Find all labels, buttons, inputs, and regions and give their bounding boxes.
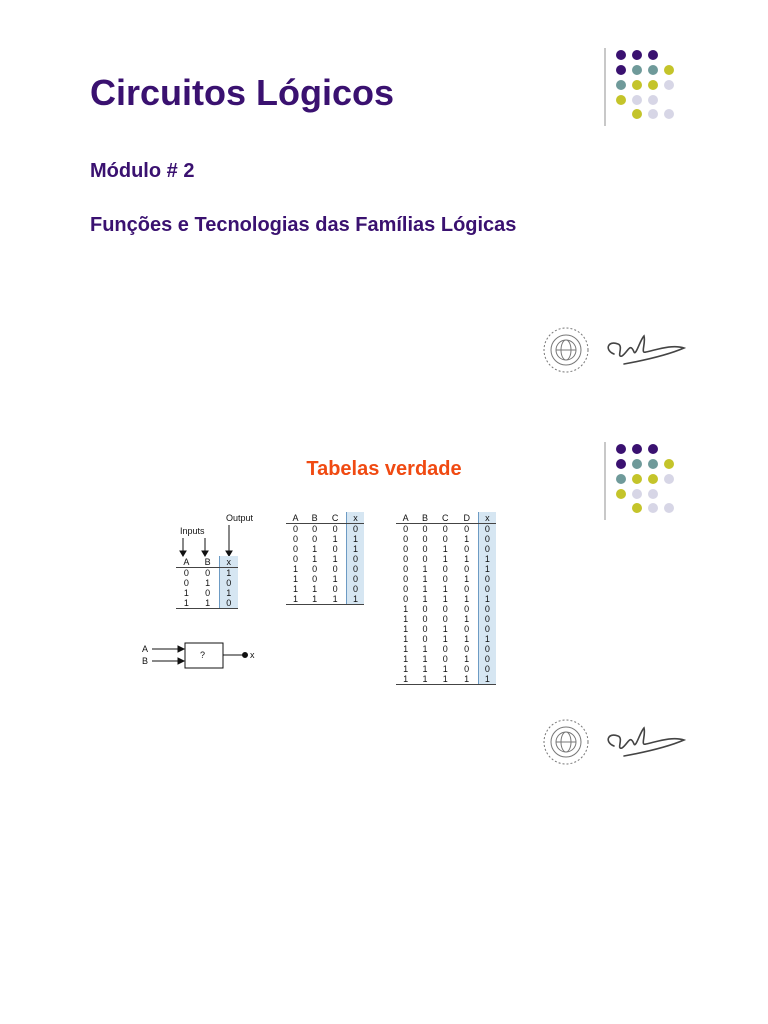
table-cell: 0 [478,664,496,674]
signature-icon [600,330,686,370]
table-cell: 1 [197,598,219,609]
column-header-b: B [197,556,219,568]
table-cell: 1 [422,644,428,654]
table-cell: 0 [332,544,338,554]
table-cell: 1 [312,554,318,564]
table-cell: 1 [403,644,409,654]
slide-1 [0,0,768,400]
table-cell: 1 [442,664,448,674]
table-cell: 0 [346,524,364,535]
input-b-label: B [142,656,149,666]
table-cell: 0 [422,604,428,614]
table-cell: 1 [403,614,409,624]
table-cell: 0 [442,644,448,654]
table-cell: 1 [219,568,238,579]
table-cell: 0 [442,654,448,664]
table-cell: 0 [403,534,409,544]
table-cell: 0 [403,524,409,534]
output-label: Output [226,513,254,523]
table-cell: 0 [422,534,428,544]
table-cell: 0 [205,568,211,578]
table-cell: 1 [435,674,456,685]
table-cell: 1 [293,564,299,574]
table-cell: 0 [442,574,448,584]
page-title: Circuitos Lógicos [90,72,395,113]
table-cell: 1 [464,634,470,644]
table-cell: 0 [464,564,470,574]
table-cell: 1 [464,574,470,584]
inputs-label: Inputs [180,526,205,536]
table-cell: 1 [422,574,428,584]
table-cell: 0 [293,534,299,544]
table-cell: 0 [346,564,364,574]
table-cell: 1 [332,554,338,564]
table-cell: 1 [478,594,496,604]
table-cell: 1 [442,544,448,554]
column-header-x: x [478,512,496,524]
table-cell: 0 [293,554,299,564]
column-header-b: B [305,512,324,524]
input-a-label: A [142,644,149,654]
table-cell: 1 [176,598,197,609]
table-cell: 0 [478,544,496,554]
table-cell: 0 [422,524,428,534]
institution-seal-icon [537,716,595,768]
table-cell: 0 [422,634,428,644]
table-cell: 0 [478,524,496,535]
signature-icon [600,722,686,762]
table-cell: 0 [442,524,448,534]
table-cell: 1 [478,554,496,564]
decorative-dot-grid [614,48,678,120]
table-cell: 1 [478,674,496,685]
table-cell: 1 [464,534,470,544]
slide-2 [0,410,768,800]
column-header-c: C [435,512,456,524]
table-cell: 0 [403,554,409,564]
table-cell: 0 [312,524,318,534]
table-cell: 0 [183,568,189,578]
table-cell: 1 [464,594,470,604]
table-cell: 0 [464,624,470,634]
table-cell: 0 [346,554,364,564]
table-cell: 1 [478,564,496,574]
topic-subtitle: Funções e Tecnologias das Famílias Lógicas [90,214,517,236]
table-cell: 1 [332,574,338,584]
table-cell: 0 [442,534,448,544]
table-cell: 0 [464,584,470,594]
column-header-a: A [396,512,415,524]
table-cell: 1 [324,594,346,605]
table-cell: 0 [478,614,496,624]
table-cell: 0 [478,604,496,614]
table-cell: 1 [293,584,299,594]
table-cell: 1 [464,554,470,564]
table-cell: 1 [286,594,305,605]
table-cell: 1 [346,544,364,554]
table-cell: 0 [312,564,318,574]
table-cell: 1 [403,654,409,664]
table-cell: 1 [422,654,428,664]
table-cell: 1 [312,584,318,594]
table-cell: 1 [478,634,496,644]
table-cell: 0 [205,588,211,598]
table-cell: 1 [312,544,318,554]
table-cell: 1 [442,594,448,604]
table-cell: 0 [478,584,496,594]
truth-tables-heading: Tabelas verdade [306,458,462,480]
table-cell: 0 [422,624,428,634]
table-cell: 0 [403,544,409,554]
table-cell: 1 [183,588,189,598]
divider-line [604,48,606,126]
column-header-a: A [176,556,197,568]
module-subtitle: Módulo # 2 [90,160,195,182]
institution-seal-icon [537,324,595,376]
table-cell: 0 [422,614,428,624]
table-cell: 0 [312,534,318,544]
column-header-b: B [415,512,434,524]
table-cell: 0 [478,534,496,544]
table-cell: 1 [464,654,470,664]
table-cell: 0 [442,614,448,624]
table-cell: 0 [346,584,364,594]
column-header-a: A [286,512,305,524]
column-header-d: D [456,512,479,524]
table-cell: 1 [293,574,299,584]
table-cell: 0 [293,544,299,554]
table-cell: 1 [403,634,409,644]
table-cell: 0 [422,554,428,564]
table-cell: 0 [464,544,470,554]
table-cell: 1 [403,604,409,614]
table-cell: 1 [442,554,448,564]
table-cell: 0 [464,524,470,534]
table-cell: 0 [183,578,189,588]
table-cell: 0 [403,584,409,594]
table-cell: 1 [305,594,324,605]
table-cell: 1 [442,584,448,594]
table-cell: 1 [442,624,448,634]
table-cell: 0 [312,574,318,584]
table-cell: 0 [403,594,409,604]
table-cell: 0 [219,578,238,588]
table-cell: 1 [346,534,364,544]
table-cell: 1 [464,614,470,624]
output-x-label: x [250,650,255,660]
table-cell: 0 [346,574,364,584]
table-cell: 0 [442,564,448,574]
table-cell: 0 [332,584,338,594]
table-cell: 1 [205,578,211,588]
table-cell: 0 [442,604,448,614]
table-cell: 0 [422,544,428,554]
table-cell: 0 [332,564,338,574]
table-cell: 0 [464,604,470,614]
table-cell: 0 [332,524,338,534]
table-cell: 1 [422,584,428,594]
table-cell: 0 [403,564,409,574]
column-header-x: x [346,512,364,524]
table-cell: 0 [478,624,496,634]
table-cell: 0 [478,644,496,654]
column-header-c: C [324,512,346,524]
table-cell: 0 [464,664,470,674]
table-cell: 1 [422,664,428,674]
column-header-x: x [219,556,238,568]
table-cell: 0 [478,654,496,664]
table-cell: 1 [442,634,448,644]
table-cell: 1 [456,674,479,685]
table-cell: 1 [332,534,338,544]
table-cell: 0 [464,644,470,654]
table-cell: 1 [422,594,428,604]
table-cell: 0 [403,574,409,584]
table-cell: 1 [403,664,409,674]
table-cell: 1 [422,564,428,574]
table-cell: 1 [219,588,238,598]
table-cell: 1 [396,674,415,685]
black-box-label: ? [200,650,206,660]
table-cell: 1 [415,674,434,685]
table-cell: 0 [293,524,299,534]
table-cell: 0 [219,598,238,609]
table-cell: 1 [403,624,409,634]
table-cell: 0 [478,574,496,584]
table-cell: 1 [346,594,364,605]
